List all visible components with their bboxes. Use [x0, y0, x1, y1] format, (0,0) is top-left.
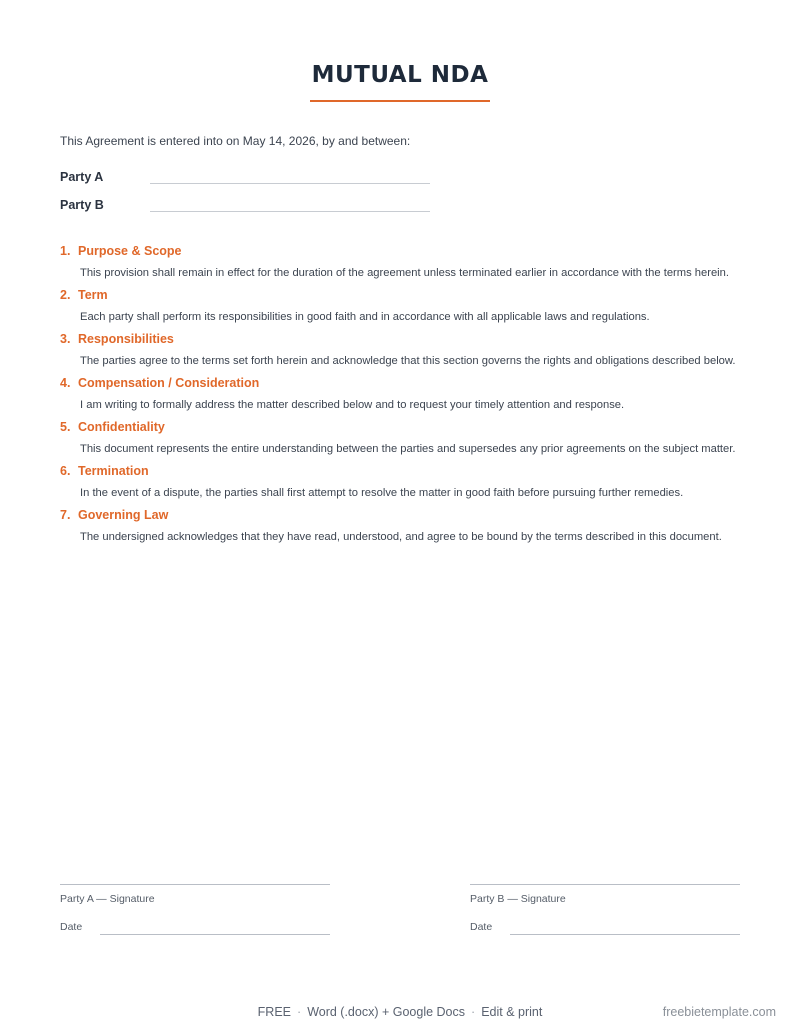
- section-heading: [60, 242, 740, 260]
- section-body: This provision shall remain in effect for the duration of the agreement unless terminated earlier in accordance with the terms herein.: [80, 267, 730, 279]
- section-number: 3.: [60, 332, 71, 346]
- section-title: Purpose & Scope: [78, 244, 182, 258]
- section-2: [60, 286, 740, 326]
- title-underline: [310, 100, 490, 102]
- section-title: Confidentiality: [78, 420, 165, 434]
- section-body: The parties agree to the terms set forth herein and acknowledge that this section governs the rights and obligations described below.: [80, 355, 736, 367]
- section-title: Compensation / Consideration: [78, 376, 260, 390]
- section-number: 7.: [60, 508, 71, 522]
- party-a-line[interactable]: [150, 183, 430, 184]
- section-title: Term: [78, 288, 108, 302]
- sections-list: [60, 242, 740, 550]
- section-title: Termination: [78, 464, 149, 478]
- party-b-line[interactable]: [150, 211, 430, 212]
- footer-separator: ·: [297, 1005, 302, 1019]
- intro-text: This Agreement is entered into on May 14, 2026, by and between:: [60, 134, 411, 148]
- section-5: [60, 418, 740, 458]
- party-b-signature-line[interactable]: [470, 884, 740, 885]
- section-number: 2.: [60, 288, 71, 302]
- section-heading: [60, 330, 740, 348]
- section-number: 6.: [60, 464, 71, 478]
- footer-formats: Word (.docx) + Google Docs: [307, 1005, 466, 1019]
- party-b-date-label: Date: [470, 921, 493, 933]
- party-a-label: Party A: [60, 170, 104, 184]
- section-heading: [60, 462, 740, 480]
- footer-free: FREE: [257, 1005, 292, 1019]
- section-body: This document represents the entire understanding between the parties and supersedes any prior agreements on the subject matter.: [80, 443, 736, 455]
- party-b-date-line[interactable]: [510, 934, 740, 935]
- party-a-date-line[interactable]: [100, 934, 330, 935]
- party-a-signature-line[interactable]: [60, 884, 330, 885]
- section-body: In the event of a dispute, the parties shall first attempt to resolve the matter in good faith before pursuing further remedies.: [80, 487, 684, 499]
- footer-brand[interactable]: freebietemplate.com: [662, 1005, 776, 1019]
- footer-separator: ·: [471, 1005, 476, 1019]
- section-heading: [60, 286, 740, 304]
- section-3: [60, 330, 740, 370]
- section-6: [60, 462, 740, 502]
- section-body: The undersigned acknowledges that they have read, understood, and agree to be bound by the terms described in this document.: [80, 531, 722, 543]
- section-7: [60, 506, 740, 546]
- section-heading: [60, 418, 740, 436]
- section-title: Governing Law: [78, 508, 169, 522]
- section-number: 1.: [60, 244, 71, 258]
- section-body: Each party shall perform its responsibilities in good faith and in accordance with all applicable laws and regulations.: [80, 311, 650, 323]
- section-number: 4.: [60, 376, 71, 390]
- party-b-signature-label: Party B — Signature: [470, 893, 566, 905]
- section-4: [60, 374, 740, 414]
- section-number: 5.: [60, 420, 71, 434]
- section-heading: [60, 506, 740, 524]
- party-a-signature-label: Party A — Signature: [60, 893, 155, 905]
- party-b-label: Party B: [60, 198, 104, 212]
- section-1: [60, 242, 740, 282]
- section-body: I am writing to formally address the matter described below and to request your timely attention and response.: [80, 399, 625, 411]
- party-a-date-label: Date: [60, 921, 83, 933]
- document-title: MUTUAL NDA: [311, 62, 489, 88]
- section-title: Responsibilities: [78, 332, 174, 346]
- footer-edit: Edit & print: [481, 1005, 543, 1019]
- section-heading: [60, 374, 740, 392]
